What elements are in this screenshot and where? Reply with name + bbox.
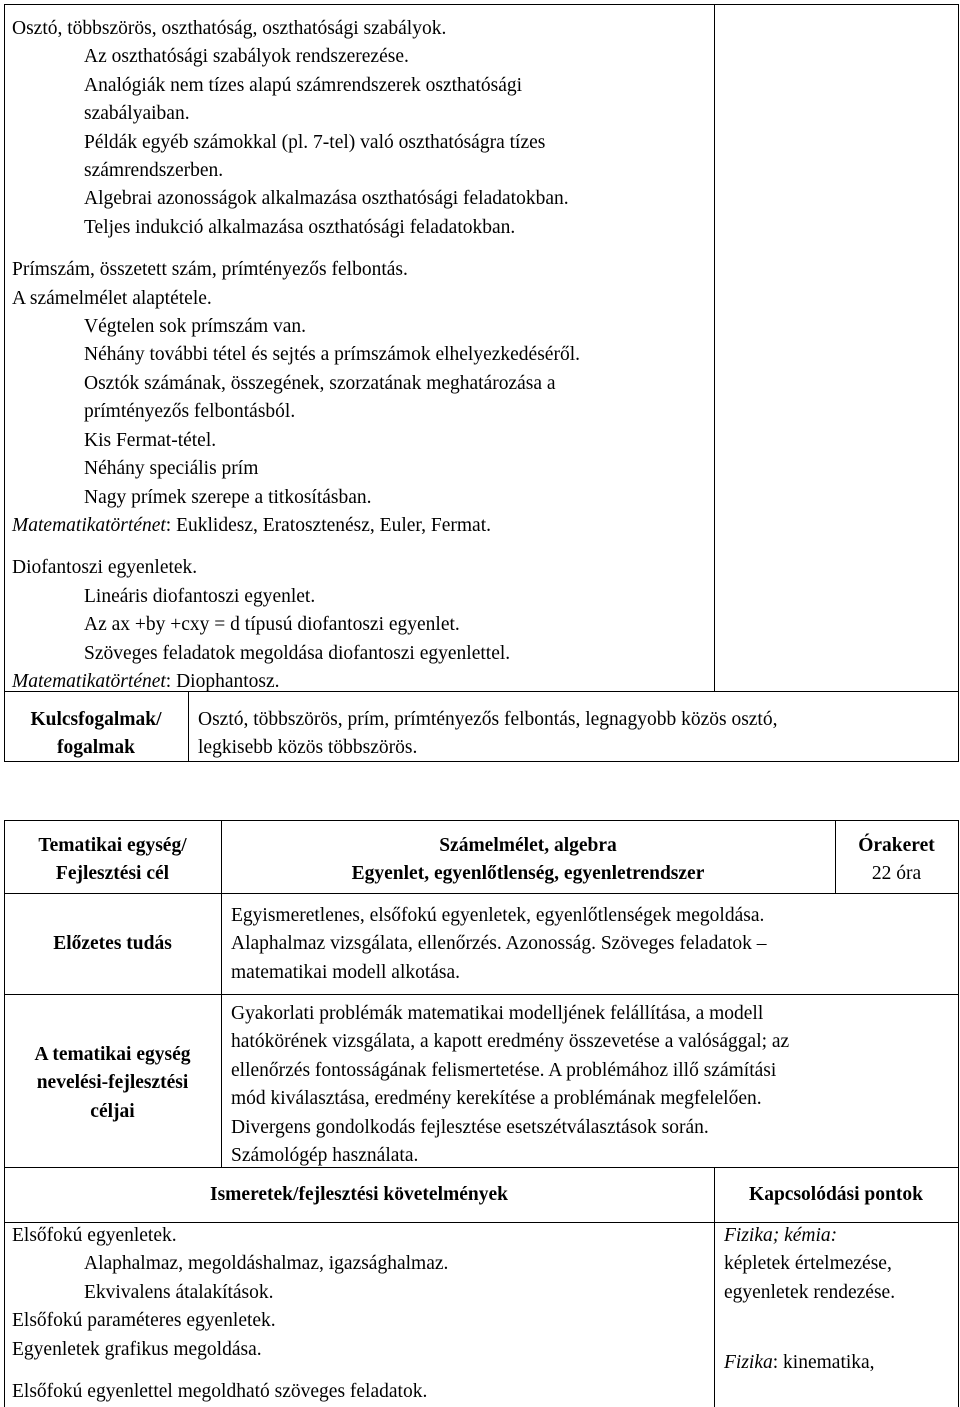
connections-header <box>714 1181 958 1209</box>
requirement-line: Elsőfokú egyenletek. <box>12 1225 177 1246</box>
unit-label-line: Tematikai egység/ <box>38 835 187 856</box>
history-label: Matematikatörténet <box>12 514 166 536</box>
goal-line: Divergens gondolkodás fejlesztése esetszétválasztások során. <box>231 1116 709 1138</box>
topic-line: Néhány további tétel és sejtés a prímszámok elhelyezkedéséről. <box>84 344 580 366</box>
topic-line: Osztók számának, összegének, szorzatának meghatározása a <box>84 372 556 394</box>
requirement-line: Elsőfokú egyenlettel megoldható szöveges feladatok. <box>12 1381 428 1403</box>
goals-text <box>231 1000 951 1170</box>
unit-label-line: Fejlesztési cél <box>55 863 170 885</box>
goal-line: Gyakorlati problémák matematikai modelljének felállítása, a modell <box>231 1003 764 1024</box>
topic-line: szabályaiban. <box>84 103 190 125</box>
connection-line: képletek értelmezése, <box>724 1253 892 1275</box>
topic-line: Nagy prímek szerepe a titkosításban. <box>84 486 372 508</box>
prior-knowledge-label <box>4 930 221 958</box>
requirement-line: Alaphalmaz, megoldáshalmaz, igazsághalmaz. <box>84 1253 449 1275</box>
topic-line: A számelmélet alaptétele. <box>12 287 212 309</box>
unit-label <box>4 832 221 889</box>
unit-title-line: Számelmélet, algebra <box>439 835 617 856</box>
key-concepts-label-line: Kulcsfogalmak/ <box>30 709 162 730</box>
topics-block-diophantine <box>12 554 712 668</box>
connection-text: : kinematika, <box>772 1352 875 1374</box>
key-concepts-value-line: Osztó, többszörös, prím, prímtényezős felbontás, legnagyobb közös osztó, <box>198 709 778 730</box>
topic-line: Néhány speciális prím <box>84 458 259 480</box>
key-concepts-value <box>198 706 953 763</box>
requirement-line: Ekvivalens átalakítások. <box>84 1281 274 1303</box>
requirement-line: Egyenletek grafikus megoldása. <box>12 1338 262 1360</box>
goals-label-line: nevelési-fejlesztési <box>36 1072 189 1094</box>
topic-line: Algebrai azonosságok alkalmazása oszthatósági feladatokban. <box>84 188 569 210</box>
prior-knowledge-line: matematikai modell alkotása. <box>231 961 461 983</box>
requirements-header <box>4 1181 714 1209</box>
goal-line: mód kiválasztása, eredmény kerekítése a problémának megfelelően. <box>231 1088 762 1110</box>
topic-line: Diofantoszi egyenletek. <box>12 557 198 579</box>
key-concepts-label-line: fogalmak <box>57 737 135 759</box>
topics-cell <box>12 15 712 696</box>
requirement-line: Elsőfokú paraméteres egyenletek. <box>12 1310 276 1332</box>
topic-line: Szöveges feladatok megoldása diofantoszi egyenlettel. <box>84 642 511 664</box>
history-text: : Euklidesz, Eratosztenész, Euler, Fermat. <box>165 514 491 536</box>
unit-title-line: Egyenlet, egyenlőtlenség, egyenletrendszer <box>351 863 705 885</box>
history-line-1 <box>12 512 712 540</box>
goals-label-line: A tematikai egység <box>34 1044 191 1065</box>
connections-header-text: Kapcsolódási pontok <box>749 1184 923 1205</box>
goals-label <box>4 1041 221 1126</box>
history-text: : Diophantosz. <box>165 670 280 692</box>
topic-line: Teljes indukció alkalmazása oszthatósági feladatokban. <box>84 216 516 238</box>
unit-title <box>221 832 835 889</box>
connection-line: egyenletek rendezése. <box>724 1281 896 1303</box>
topic-line: Lineáris diofantoszi egyenlet. <box>84 585 316 607</box>
connections-cell <box>724 1222 956 1378</box>
topic-line: Kis Fermat-tétel. <box>84 429 217 451</box>
topic-line: Példák egyéb számokkal (pl. 7-tel) való oszthatóságra tízes <box>84 131 546 153</box>
topic-line: Az oszthatósági szabályok rendszerezése. <box>84 46 409 68</box>
topic-line: Az ax +by +cxy = d típusú diofantoszi egyenlet. <box>84 614 460 636</box>
hours-label: Órakeret <box>858 835 935 856</box>
connection-subject: Fizika <box>724 1352 773 1374</box>
prior-knowledge-text <box>231 902 951 987</box>
hours-value: 22 óra <box>871 863 922 885</box>
topic-line: számrendszerben. <box>84 160 224 182</box>
topic-line: Végtelen sok prímszám van. <box>84 316 307 338</box>
goal-line: Számológép használata. <box>231 1145 419 1167</box>
goal-line: ellenőrzés fontosságának felismertetése. A problémához illő számítási <box>231 1059 777 1081</box>
prior-knowledge-line: Egyismeretlenes, elsőfokú egyenletek, egyenlőtlenségek megoldása. <box>231 905 765 926</box>
history-line-2 <box>12 668 712 696</box>
requirements-cell <box>12 1222 712 1406</box>
goals-label-line: céljai <box>90 1100 135 1122</box>
goal-line: hatókörének vizsgálata, a kapott eredmény összevetése a valósággal; az <box>231 1031 790 1053</box>
connection-line <box>724 1349 956 1377</box>
topic-line: Osztó, többszörös, oszthatóság, oszthatósági szabályok. <box>12 18 447 39</box>
hours-cell <box>835 832 958 889</box>
topic-line: Prímszám, összetett szám, prímtényezős felbontás. <box>12 259 408 281</box>
prior-knowledge-label-text: Előzetes tudás <box>53 933 172 954</box>
key-concepts-value-line: legkisebb közös többszörös. <box>198 737 418 759</box>
connection-subject: Fizika; kémia: <box>724 1225 838 1246</box>
requirements-header-text: Ismeretek/fejlesztési követelmények <box>210 1184 508 1205</box>
topic-line: Analógiák nem tízes alapú számrendszerek oszthatósági <box>84 74 523 96</box>
topic-line: prímtényezős felbontásból. <box>84 401 296 423</box>
prior-knowledge-line: Alaphalmaz vizsgálata, ellenőrzés. Azonosság. Szöveges feladatok – <box>231 933 767 955</box>
topics-block-primes <box>12 256 712 512</box>
key-concepts-label <box>4 706 188 763</box>
topics-block-divisibility <box>12 15 712 242</box>
history-label: Matematikatörténet <box>12 670 166 692</box>
